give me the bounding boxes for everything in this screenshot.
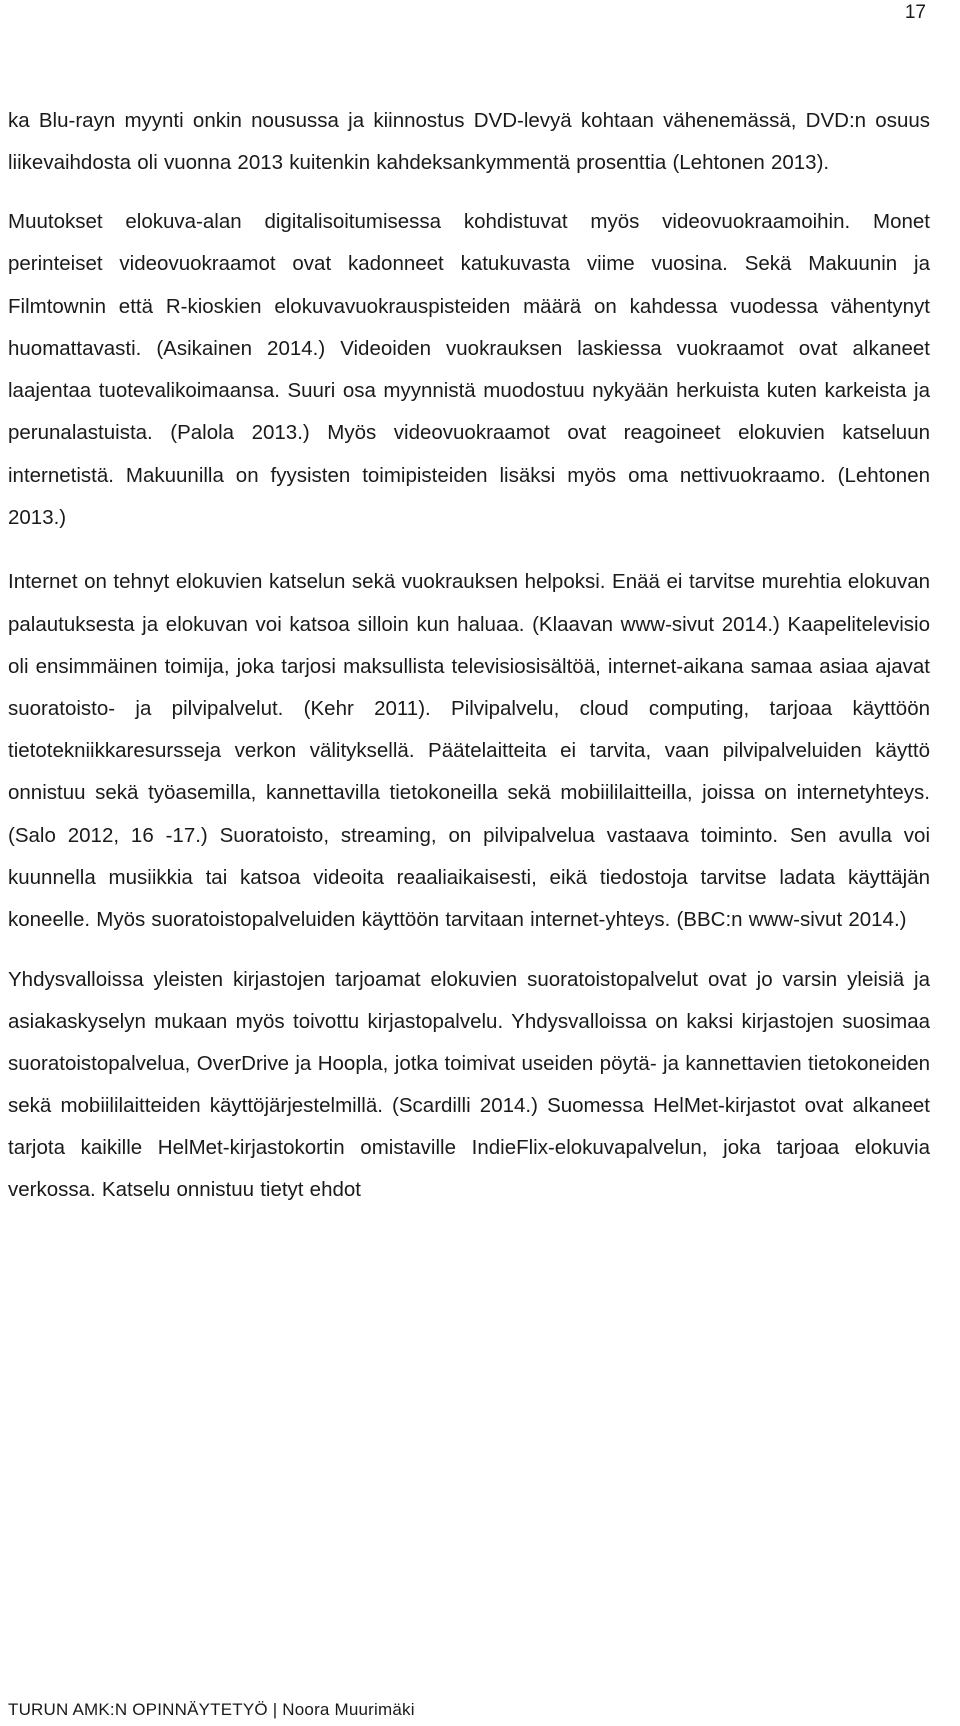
- paragraph-2: Muutokset elokuva-alan digitalisoitumisessa kohdistuvat myös videovuokraamoihin. Monet perinteiset videovuokraamot ovat kadonneet katukuvasta viime vuosina. Sekä Makuunin ja Filmtownin että R-kioskien elokuvavuokrauspisteiden määrä on kahdessa vuodessa vähentynyt huomattavasti. (Asikainen 2014.) Videoiden vuokrauksen laskiessa vuokraamot ovat alkaneet laajentaa tuotevalikoimaansa. Suuri osa myynnistä muodostuu nykyään herkuista kuten karkeista ja perunalastuista. (Palola 2013.) Myös videovuokraamot ovat reagoineet elokuvien katseluun internetistä. Makuunilla on fyysisten toimipisteiden lisäksi myös oma nettivuokraamo. (Lehtonen 2013.): [8, 210, 930, 530]
- paragraph-1: ka Blu-rayn myynti onkin nousussa ja kiinnostus DVD-levyä kohtaan vähenemässä, DVD:n osuus liikevaihdosta oli vuonna 2013 kuitenkin kahdeksankymmentä prosenttia (Lehtonen 2013).: [8, 109, 930, 174]
- page-number: 17: [904, 2, 926, 23]
- page-footer: TURUN AMK:N OPINNÄYTETYÖ | Noora Muurimäki: [8, 1700, 415, 1719]
- paragraph-3: Internet on tehnyt elokuvien katselun sekä vuokrauksen helpoksi. Enää ei tarvitse murehtia elokuvan palautuksesta ja elokuvan voi katsoa silloin kun haluaa. (Klaavan www-sivut 2014.) Kaapelitelevisio oli ensimmäinen toimija, joka tarjosi maksullista televisiosisältöä, internet-aikana samaa asiaa ajavat suoratoisto- ja pilvipalvelut. (Kehr 2011). Pilvipalvelu, cloud computing, tarjoaa käyttöön tietotekniikkaresursseja verkon välityksellä. Päätelaitteita ei tarvita, vaan pilvipalveluiden käyttö onnistuu sekä työasemilla, kannettavilla tietokoneilla sekä mobiililaitteilla, joissa on internetyhteys. (Salo 2012, 16 -17.) Suoratoisto, streaming, on pilvipalvelua vastaava toiminto. Sen avulla voi kuunnella musiikkia tai katsoa videoita reaaliaikaisesti, eikä tiedostoja tarvitse ladata käyttäjän koneelle. Myös suoratoistopalveluiden käyttöön tarvitaan internet-yhteys. (BBC:n www-sivut 2014.): [8, 570, 930, 931]
- paragraph-4: Yhdysvalloissa yleisten kirjastojen tarjoamat elokuvien suoratoistopalvelut ovat jo varsin yleisiä ja asiakaskyselyn mukaan myös toivottu kirjastopalvelu. Yhdysvalloissa on kaksi kirjastojen suosimaa suoratoistopalvelua, OverDrive ja Hoopla, jotka toimivat useiden pöytä- ja kannettavien tietokoneiden sekä mobiililaitteiden käyttöjärjestelmillä. (Scardilli 2014.) Suomessa HelMet-kirjastot ovat alkaneet tarjota kaikille HelMet-kirjastokortin omistaville IndieFlix-elokuvapalvelun, joka tarjoaa elokuvia verkossa. Katselu onnistuu tietyt ehdot: [8, 968, 930, 1201]
- document-body: [8, 100, 930, 1211]
